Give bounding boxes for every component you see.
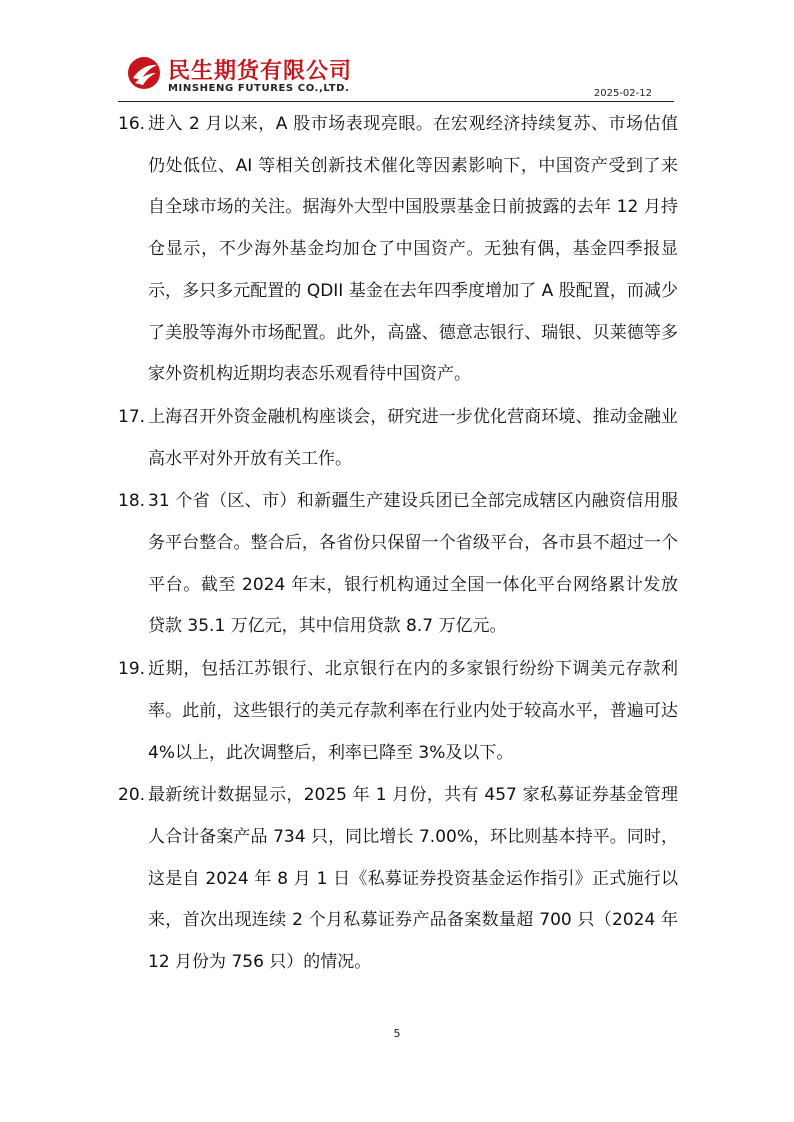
- news-item: [118, 397, 678, 480]
- news-item: [118, 649, 678, 774]
- news-item: [118, 775, 678, 984]
- item-number: 16.: [118, 114, 146, 134]
- item-number: 20.: [118, 785, 146, 806]
- item-number: 18.: [118, 491, 146, 512]
- page-header: [118, 52, 674, 104]
- page-number: 5: [393, 1027, 401, 1040]
- header-rule: [118, 101, 674, 102]
- report-date: 2025-02-12: [593, 88, 652, 99]
- company-name-en: MINSHENG FUTURES CO.,LTD.: [168, 83, 350, 94]
- item-text: 上海召开外资金融机构座谈会，研究进一步优化营商环境、推动金融业高水平对外开放有关工作。: [148, 406, 678, 469]
- company-name-cn: 民生期货有限公司: [168, 59, 353, 84]
- minsheng-logo-icon: [126, 55, 162, 91]
- news-item: [118, 481, 678, 648]
- item-text: 最新统计数据显示，2025 年 1 月份，共有 457 家私募证券基金管理人合计备案产品 734 只，同比增长 7.00%，环比则基本持平。同时，这是自 2024 年 8 月 1 日《私募证券投资基金运作指引》正式施行以来，首次出现连续 2 个月私募证券产品备案数量超 700 只（2024 年 12 月份为 756 只）的情况。: [148, 785, 678, 973]
- item-text: 31 个省（区、市）和新疆生产建设兵团已全部完成辖区内融资信用服务平台整合。整合后，各省份只保留一个省级平台，各市县不超过一个平台。截至 2024 年末，银行机构通过全国一体化平台网络累计发放贷款 35.1 万亿元，其中信用贷款 8.7 万亿元。: [148, 491, 678, 637]
- item-number: 19.: [118, 659, 146, 680]
- news-list: [118, 104, 678, 984]
- item-text: 进入 2 月以来，A 股市场表现亮眼。在宏观经济持续复苏、市场估值仍处低位、AI 等相关创新技术催化等因素影响下，中国资产受到了来自全球市场的关注。据海外大型中国股票基金日前披露的去年 12 月持仓显示，不少海外基金均加仓了中国资产。无独有偶，基金四季报显示，多只多元配置的 QDII 基金在去年四季度增加了 A 股配置，而减少了美股等海外市场配置。此外，高盛、德意志银行、瑞银、贝莱德等多家外资机构近期均表态乐观看待中国资产。: [148, 114, 678, 385]
- item-text: 近期，包括江苏银行、北京银行在内的多家银行纷纷下调美元存款利率。此前，这些银行的美元存款利率在行业内处于较高水平，普遍可达 4%以上，此次调整后，利率已降至 3%及以下。: [148, 659, 678, 763]
- news-item: [118, 104, 678, 396]
- item-number: 17.: [118, 406, 146, 427]
